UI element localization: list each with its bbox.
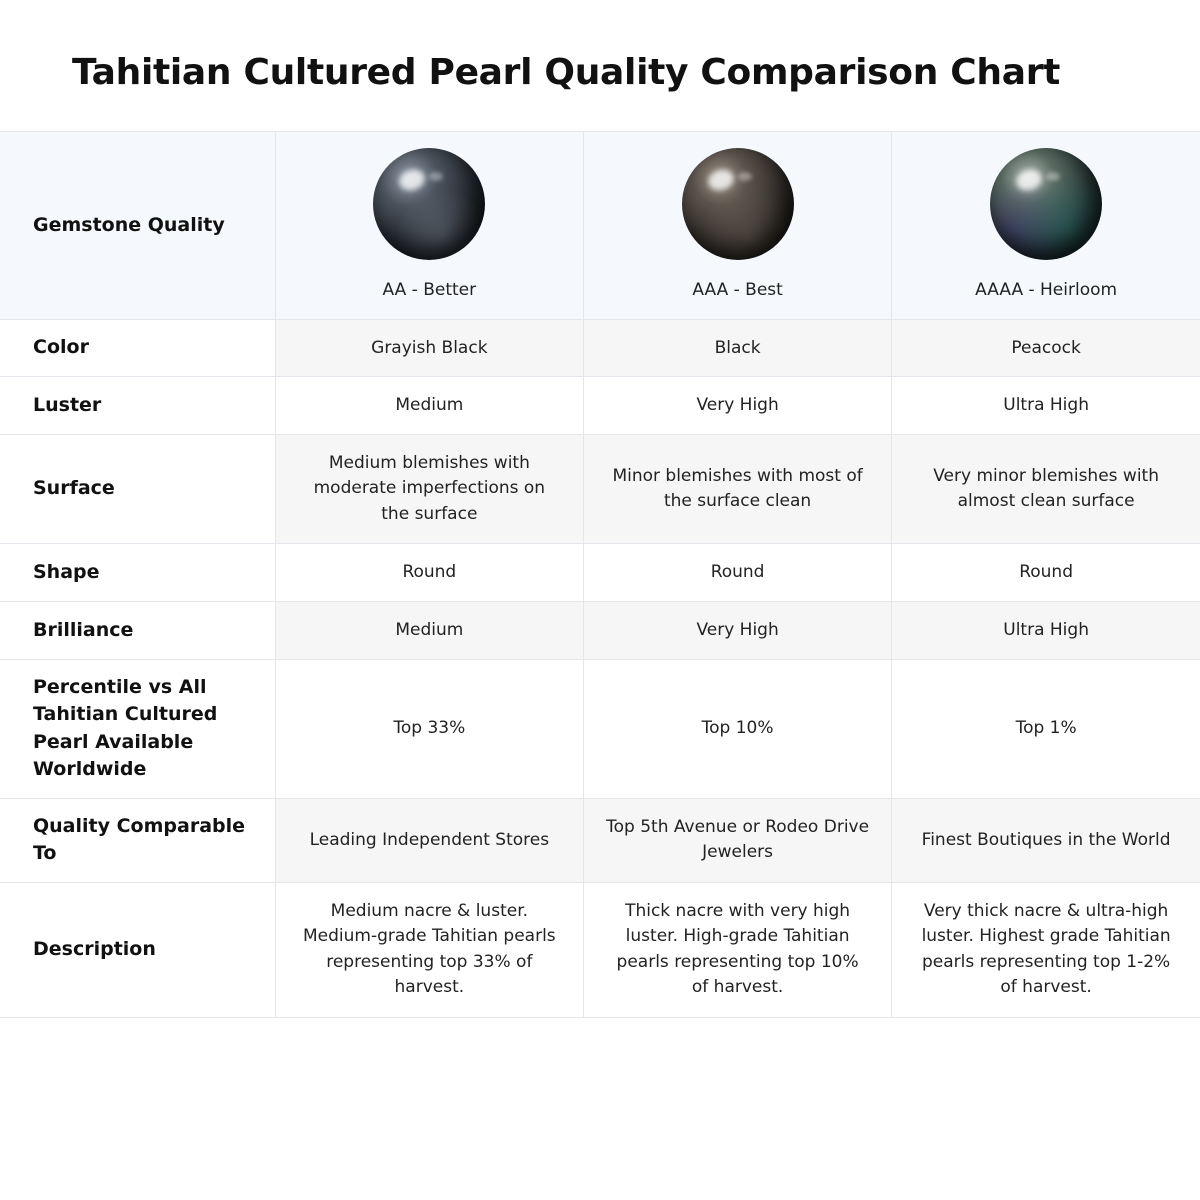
pearl-image-aa xyxy=(373,148,485,260)
table-row-quality-comparable xyxy=(0,798,1200,882)
grade-label-aa: AA - Better xyxy=(382,280,477,300)
table-row-brilliance xyxy=(0,602,1200,660)
cell-luster-aaa: Very High xyxy=(583,377,891,435)
cell-percentile-aa: Top 33% xyxy=(275,659,583,798)
page-title: Tahitian Cultured Pearl Quality Comparison Chart xyxy=(72,52,1061,93)
cell-shape-aa: Round xyxy=(275,544,583,602)
row-label-color: Color xyxy=(0,319,275,377)
row-label-description: Description xyxy=(0,882,275,1017)
cell-brilliance-aaa: Very High xyxy=(583,602,891,660)
row-label-shape: Shape xyxy=(0,544,275,602)
cell-color-aaa: Black xyxy=(583,319,891,377)
cell-brilliance-aaaa: Ultra High xyxy=(892,602,1200,660)
cell-quality-comparable-aaa: Top 5th Avenue or Rodeo Drive Jewelers xyxy=(583,798,891,882)
cell-color-aa: Grayish Black xyxy=(275,319,583,377)
row-label-percentile: Percentile vs All Tahitian Cultured Pearl Available Worldwide xyxy=(0,659,275,798)
cell-description-aaa: Thick nacre with very high luster. High-grade Tahitian pearls representing top 10% of harvest. xyxy=(583,882,891,1017)
cell-quality-comparable-aa: Leading Independent Stores xyxy=(275,798,583,882)
cell-luster-aaaa: Ultra High xyxy=(892,377,1200,435)
table-row-description xyxy=(0,882,1200,1017)
cell-surface-aaa: Minor blemishes with most of the surface clean xyxy=(583,434,891,544)
cell-color-aaaa: Peacock xyxy=(892,319,1200,377)
cell-shape-aaa: Round xyxy=(583,544,891,602)
row-label-quality-comparable: Quality Comparable To xyxy=(0,798,275,882)
cell-quality-comparable-aaaa: Finest Boutiques in the World xyxy=(892,798,1200,882)
table-row-gemstone-quality xyxy=(0,132,1200,320)
table-row-luster xyxy=(0,377,1200,435)
cell-luster-aa: Medium xyxy=(275,377,583,435)
table-row-surface xyxy=(0,434,1200,544)
table-row-color xyxy=(0,319,1200,377)
row-label-brilliance: Brilliance xyxy=(0,602,275,660)
grade-cell-aaaa xyxy=(892,132,1200,320)
cell-surface-aaaa: Very minor blemishes with almost clean surface xyxy=(892,434,1200,544)
cell-shape-aaaa: Round xyxy=(892,544,1200,602)
row-label-gemstone-quality: Gemstone Quality xyxy=(0,132,275,320)
grade-label-aaaa: AAAA - Heirloom xyxy=(975,280,1118,300)
cell-percentile-aaaa: Top 1% xyxy=(892,659,1200,798)
cell-percentile-aaa: Top 10% xyxy=(583,659,891,798)
grade-cell-aa xyxy=(275,132,583,320)
cell-brilliance-aa: Medium xyxy=(275,602,583,660)
grade-cell-aaa xyxy=(583,132,891,320)
pearl-image-aaa xyxy=(682,148,794,260)
comparison-table xyxy=(0,131,1200,1018)
cell-description-aaaa: Very thick nacre & ultra-high luster. Highest grade Tahitian pearls representing top 1-2% of harvest. xyxy=(892,882,1200,1017)
row-label-surface: Surface xyxy=(0,434,275,544)
cell-surface-aa: Medium blemishes with moderate imperfections on the surface xyxy=(275,434,583,544)
table-row-shape xyxy=(0,544,1200,602)
table-row-percentile xyxy=(0,659,1200,798)
row-label-luster: Luster xyxy=(0,377,275,435)
grade-label-aaa: AAA - Best xyxy=(692,280,783,300)
cell-description-aa: Medium nacre & luster. Medium-grade Tahitian pearls representing top 33% of harvest. xyxy=(275,882,583,1017)
pearl-image-aaaa xyxy=(990,148,1102,260)
